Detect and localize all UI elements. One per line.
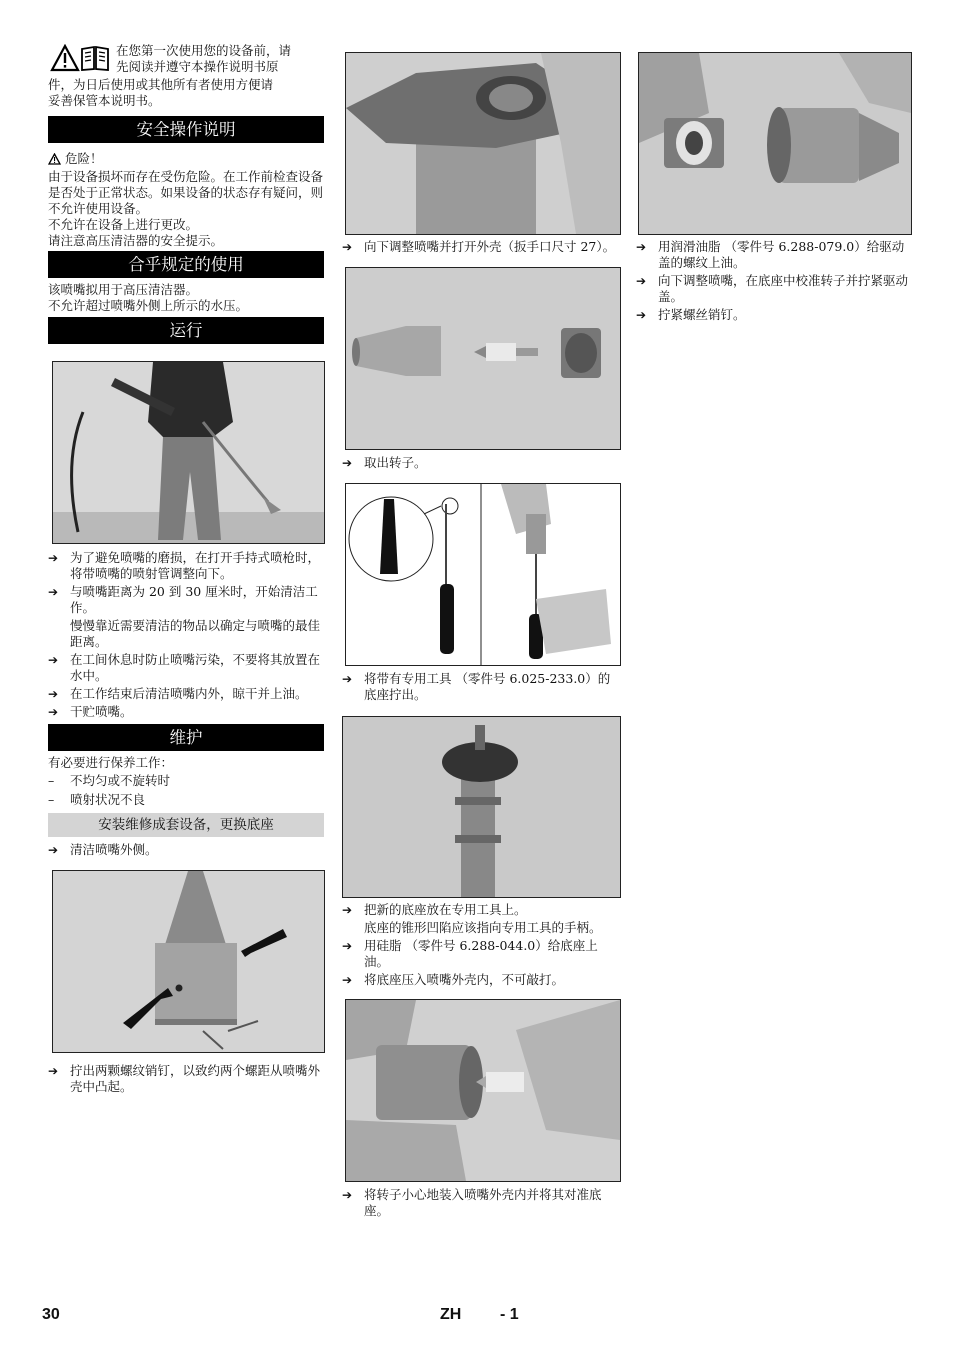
right-step-2 — [636, 273, 912, 305]
sub-page-number: - 1 — [500, 1306, 519, 1323]
intro-line-2: 先阅读并遵守本操作说明书原 — [116, 59, 279, 74]
arrow-right-icon: ➔ — [342, 1188, 353, 1202]
arrow-right-icon: ➔ — [342, 672, 353, 686]
operation-step-text: 在工间休息时防止喷嘴污染，不要将其放置在水中。 — [70, 652, 321, 683]
maintenance-item-text: 喷射状况不良 — [70, 792, 146, 807]
mid-step-5 — [342, 938, 620, 970]
maintenance-item-text: 不均匀或不旋转时 — [70, 773, 171, 788]
arrow-right-icon: ➔ — [48, 705, 59, 719]
arrow-right-icon: ➔ — [48, 1064, 59, 1078]
safety-text-1: 由于设备损坏而存在受伤危险。在工作前检查设备是否处于正常状态。如果设备的状态存有疑问，则不允许使用设备。 — [48, 169, 324, 216]
intro-line-4: 妥善保管本说明书。 — [48, 93, 161, 108]
maintenance-step-clean — [48, 842, 324, 858]
photo-operator-with-spray-lance — [52, 361, 325, 544]
section-header-proper-use: 合乎规定的使用 — [48, 251, 324, 278]
arrow-right-icon: ➔ — [342, 973, 353, 987]
mid-step-text: 将转子小心地装入喷嘴外壳内并将其对准底座。 — [364, 1187, 602, 1218]
section-header-safety: 安全操作说明 — [48, 116, 324, 143]
intro-icons — [50, 44, 112, 72]
column-middle — [342, 52, 620, 1221]
arrow-right-icon: ➔ — [636, 240, 647, 254]
language-code: ZH — [440, 1306, 462, 1323]
danger-line — [48, 151, 324, 167]
warning-small-icon — [48, 153, 61, 165]
mid-step-6 — [342, 972, 620, 988]
arrow-right-icon: ➔ — [48, 585, 59, 599]
operation-step-text: 与喷嘴距离为 20 到 30 厘米时，开始清洁工作。 — [70, 584, 318, 615]
arrow-right-icon: ➔ — [48, 843, 59, 857]
mid-step-7 — [342, 1187, 620, 1219]
maintenance-step-text: 清洁喷嘴外侧。 — [70, 842, 158, 857]
photo-special-tool — [345, 483, 621, 666]
photo-nozzle-set-screws — [52, 870, 325, 1053]
arrow-right-icon: ➔ — [48, 653, 59, 667]
safety-text-3: 请注意高压清洁器的安全提示。 — [48, 233, 224, 248]
column-left — [48, 42, 324, 1097]
mid-step-text: 把新的底座放在专用工具上。 — [364, 902, 527, 917]
mid-step-text: 取出转子。 — [364, 455, 427, 470]
arrow-right-icon: ➔ — [48, 551, 59, 565]
maintenance-item-2: – 喷射状况不良 — [48, 792, 146, 807]
intro-line-3: 件，为日后使用或其他所有者使用方便请 — [48, 77, 274, 92]
right-step-1 — [636, 239, 912, 271]
maintenance-intro: 有必要进行保养工作： — [48, 755, 174, 770]
mid-step-text: 将底座压入喷嘴外壳内，不可敲打。 — [364, 972, 565, 987]
operation-step-text: 干贮喷嘴。 — [70, 704, 133, 719]
operation-step-2 — [48, 584, 324, 616]
mid-note-4: 底座的锥形凹陷应该指向专用工具的手柄。 — [364, 920, 602, 935]
photo-rotor-parts — [345, 267, 621, 450]
proper-use-text-2: 不允许超过喷嘴外侧上所示的水压。 — [48, 298, 249, 313]
right-step-text: 向下调整喷嘴，在底座中校准转子并拧紧驱动盖。 — [658, 273, 909, 304]
photo-drive-cap-thread — [638, 52, 912, 235]
mid-step-text: 向下调整喷嘴并打开外壳（扳手口尺寸 27）。 — [364, 239, 616, 254]
photo-wrench-open-housing — [345, 52, 621, 235]
mid-step-1 — [342, 239, 620, 255]
safety-text-2: 不允许在设备上进行更改。 — [48, 217, 199, 232]
operation-step-1 — [48, 550, 324, 582]
maintenance-item-1: – 不均匀或不旋转时 — [48, 773, 171, 788]
intro-block — [48, 42, 324, 110]
operation-note: 慢慢靠近需要清洁的物品以确定与喷嘴的最佳距离。 — [70, 618, 321, 649]
operation-steps — [48, 550, 324, 720]
arrow-right-icon: ➔ — [342, 939, 353, 953]
arrow-right-icon: ➔ — [636, 308, 647, 322]
right-step-text: 用润滑油脂 （零件号 6.288-079.0）给驱动盖的螺纹上油。 — [658, 239, 905, 270]
subsection-header-repair-kit: 安装维修成套设备，更换底座 — [48, 813, 324, 837]
warning-triangle-icon — [50, 44, 80, 72]
right-step-3 — [636, 307, 912, 323]
photo-insert-rotor — [345, 999, 621, 1182]
operation-step-4 — [48, 686, 324, 702]
arrow-right-icon: ➔ — [342, 903, 353, 917]
proper-use-text-1: 该喷嘴拟用于高压清洁器。 — [48, 282, 199, 297]
arrow-right-icon: ➔ — [342, 240, 353, 254]
arrow-right-icon: ➔ — [48, 687, 59, 701]
page-number: 30 — [42, 1306, 60, 1323]
section-header-maintenance: 维护 — [48, 724, 324, 751]
arrow-right-icon: ➔ — [342, 456, 353, 470]
operation-step-5 — [48, 704, 324, 720]
danger-label: 危险！ — [65, 151, 103, 166]
mid-step-text: 将带有专用工具 （零件号 6.025-233.0）的底座拧出。 — [364, 671, 611, 702]
operation-step-text: 为了避免喷嘴的磨损，在打开手持式喷枪时，将带喷嘴的喷射管调整向下。 — [70, 550, 321, 581]
intro-line-1: 在您第一次使用您的设备前，请 — [116, 43, 292, 58]
arrow-right-icon: ➔ — [636, 274, 647, 288]
mid-step-4 — [342, 902, 620, 918]
right-step-text: 拧紧螺丝销钉。 — [658, 307, 746, 322]
column-right — [636, 52, 912, 325]
mid-step-text: 用硅脂 （零件号 6.288-044.0）给底座上油。 — [364, 938, 598, 969]
section-header-operation: 运行 — [48, 317, 324, 344]
maintenance-step-text: 拧出两颗螺纹销钉，以致约两个螺距从喷嘴外壳中凸起。 — [70, 1063, 321, 1094]
photo-seat-on-tool — [342, 716, 621, 898]
operation-step-3 — [48, 652, 324, 684]
manual-book-icon — [80, 44, 110, 72]
mid-step-2 — [342, 455, 620, 471]
mid-step-3 — [342, 671, 620, 703]
operation-step-text: 在工作结束后清洁喷嘴内外，晾干并上油。 — [70, 686, 308, 701]
maintenance-step-pins — [48, 1063, 324, 1095]
